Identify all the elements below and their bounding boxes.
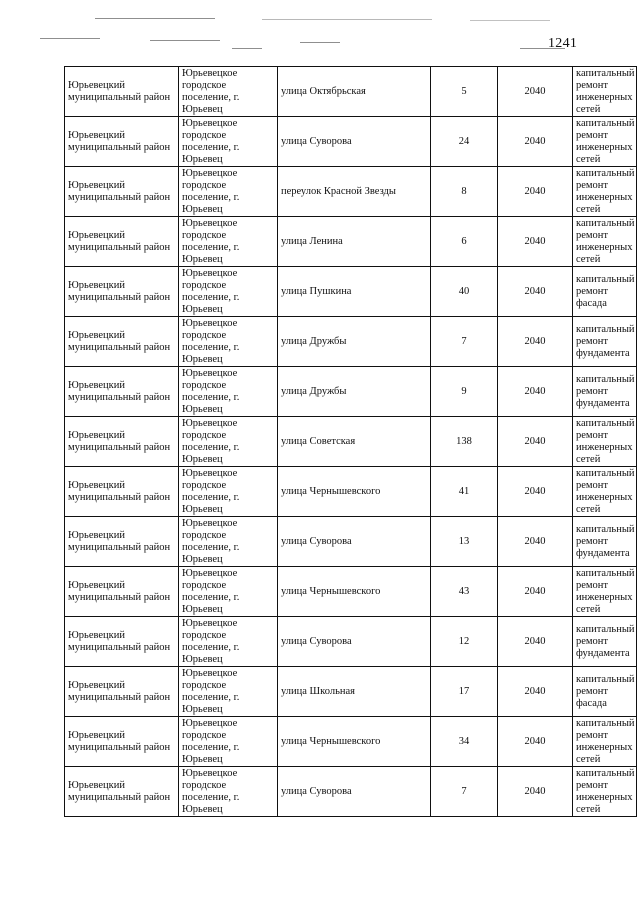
settlement-cell: Юрьевецкое городское поселение, г. Юрьевец <box>179 467 278 517</box>
settlement-cell: Юрьевецкое городское поселение, г. Юрьевец <box>179 717 278 767</box>
scan-artifact-line <box>300 42 340 43</box>
work-type-cell: капитальный ремонт фундамента <box>573 367 637 417</box>
district-cell: Юрьевецкий муниципальный район <box>65 167 179 217</box>
work-type-cell: капитальный ремонт инженерных сетей <box>573 467 637 517</box>
settlement-cell: Юрьевецкое городское поселение, г. Юрьевец <box>179 667 278 717</box>
work-type-cell: капитальный ремонт инженерных сетей <box>573 217 637 267</box>
table-row <box>65 367 637 417</box>
work-type-cell: капитальный ремонт фасада <box>573 267 637 317</box>
house-number-cell: 13 <box>431 517 498 567</box>
year-cell: 2040 <box>498 167 573 217</box>
house-number-cell: 5 <box>431 67 498 117</box>
house-number-cell: 43 <box>431 567 498 617</box>
district-cell: Юрьевецкий муниципальный район <box>65 717 179 767</box>
street-cell: улица Советская <box>278 417 431 467</box>
house-number-cell: 34 <box>431 717 498 767</box>
street-cell: улица Школьная <box>278 667 431 717</box>
work-type-cell: капитальный ремонт инженерных сетей <box>573 167 637 217</box>
district-cell: Юрьевецкий муниципальный район <box>65 417 179 467</box>
table-row <box>65 267 637 317</box>
district-cell: Юрьевецкий муниципальный район <box>65 667 179 717</box>
settlement-cell: Юрьевецкое городское поселение, г. Юрьевец <box>179 67 278 117</box>
street-cell: улица Суворова <box>278 117 431 167</box>
settlement-cell: Юрьевецкое городское поселение, г. Юрьевец <box>179 617 278 667</box>
housing-repair-table <box>64 66 637 817</box>
street-cell: переулок Красной Звезды <box>278 167 431 217</box>
district-cell: Юрьевецкий муниципальный район <box>65 117 179 167</box>
street-cell: улица Ленина <box>278 217 431 267</box>
settlement-cell: Юрьевецкое городское поселение, г. Юрьевец <box>179 267 278 317</box>
district-cell: Юрьевецкий муниципальный район <box>65 617 179 667</box>
scan-artifact-line <box>232 48 262 49</box>
house-number-cell: 17 <box>431 667 498 717</box>
table-row <box>65 467 637 517</box>
table-row <box>65 567 637 617</box>
district-cell: Юрьевецкий муниципальный район <box>65 317 179 367</box>
page-number: 1241 <box>548 36 578 51</box>
settlement-cell: Юрьевецкое городское поселение, г. Юрьевец <box>179 217 278 267</box>
year-cell: 2040 <box>498 517 573 567</box>
house-number-cell: 12 <box>431 617 498 667</box>
work-type-cell: капитальный ремонт инженерных сетей <box>573 117 637 167</box>
year-cell: 2040 <box>498 217 573 267</box>
settlement-cell: Юрьевецкое городское поселение, г. Юрьевец <box>179 117 278 167</box>
street-cell: улица Суворова <box>278 617 431 667</box>
district-cell: Юрьевецкий муниципальный район <box>65 267 179 317</box>
house-number-cell: 24 <box>431 117 498 167</box>
street-cell: улица Чернышевского <box>278 467 431 517</box>
work-type-cell: капитальный ремонт инженерных сетей <box>573 417 637 467</box>
year-cell: 2040 <box>498 767 573 817</box>
house-number-cell: 7 <box>431 767 498 817</box>
year-cell: 2040 <box>498 417 573 467</box>
work-type-cell: капитальный ремонт фасада <box>573 667 637 717</box>
house-number-cell: 6 <box>431 217 498 267</box>
table-row <box>65 617 637 667</box>
table-row <box>65 717 637 767</box>
table-row <box>65 217 637 267</box>
year-cell: 2040 <box>498 667 573 717</box>
house-number-cell: 40 <box>431 267 498 317</box>
table-row <box>65 667 637 717</box>
table-row <box>65 767 637 817</box>
year-cell: 2040 <box>498 317 573 367</box>
work-type-cell: капитальный ремонт инженерных сетей <box>573 67 637 117</box>
settlement-cell: Юрьевецкое городское поселение, г. Юрьевец <box>179 167 278 217</box>
street-cell: улица Дружбы <box>278 317 431 367</box>
year-cell: 2040 <box>498 67 573 117</box>
year-cell: 2040 <box>498 717 573 767</box>
work-type-cell: капитальный ремонт инженерных сетей <box>573 717 637 767</box>
year-cell: 2040 <box>498 367 573 417</box>
table-row <box>65 517 637 567</box>
scan-artifact-line <box>262 19 432 20</box>
table-row <box>65 117 637 167</box>
scan-artifact-line <box>470 20 550 21</box>
table-row <box>65 317 637 367</box>
table-row <box>65 417 637 467</box>
year-cell: 2040 <box>498 117 573 167</box>
district-cell: Юрьевецкий муниципальный район <box>65 67 179 117</box>
settlement-cell: Юрьевецкое городское поселение, г. Юрьевец <box>179 367 278 417</box>
scan-artifact-line <box>40 38 100 39</box>
district-cell: Юрьевецкий муниципальный район <box>65 517 179 567</box>
street-cell: улица Дружбы <box>278 367 431 417</box>
settlement-cell: Юрьевецкое городское поселение, г. Юрьевец <box>179 567 278 617</box>
work-type-cell: капитальный ремонт инженерных сетей <box>573 567 637 617</box>
house-number-cell: 41 <box>431 467 498 517</box>
table-row <box>65 167 637 217</box>
district-cell: Юрьевецкий муниципальный район <box>65 767 179 817</box>
house-number-cell: 9 <box>431 367 498 417</box>
year-cell: 2040 <box>498 467 573 517</box>
year-cell: 2040 <box>498 617 573 667</box>
house-number-cell: 138 <box>431 417 498 467</box>
settlement-cell: Юрьевецкое городское поселение, г. Юрьевец <box>179 517 278 567</box>
year-cell: 2040 <box>498 567 573 617</box>
year-cell: 2040 <box>498 267 573 317</box>
street-cell: улица Чернышевского <box>278 717 431 767</box>
street-cell: улица Пушкина <box>278 267 431 317</box>
street-cell: улица Октябрьская <box>278 67 431 117</box>
work-type-cell: капитальный ремонт фундамента <box>573 517 637 567</box>
work-type-cell: капитальный ремонт инженерных сетей <box>573 767 637 817</box>
scan-artifact-line <box>150 40 220 41</box>
table-row <box>65 67 637 117</box>
district-cell: Юрьевецкий муниципальный район <box>65 467 179 517</box>
house-number-cell: 7 <box>431 317 498 367</box>
settlement-cell: Юрьевецкое городское поселение, г. Юрьевец <box>179 767 278 817</box>
district-cell: Юрьевецкий муниципальный район <box>65 567 179 617</box>
street-cell: улица Чернышевского <box>278 567 431 617</box>
district-cell: Юрьевецкий муниципальный район <box>65 367 179 417</box>
work-type-cell: капитальный ремонт фундамента <box>573 317 637 367</box>
settlement-cell: Юрьевецкое городское поселение, г. Юрьевец <box>179 417 278 467</box>
district-cell: Юрьевецкий муниципальный район <box>65 217 179 267</box>
settlement-cell: Юрьевецкое городское поселение, г. Юрьевец <box>179 317 278 367</box>
street-cell: улица Суворова <box>278 767 431 817</box>
table-body <box>65 67 637 817</box>
work-type-cell: капитальный ремонт фундамента <box>573 617 637 667</box>
street-cell: улица Суворова <box>278 517 431 567</box>
house-number-cell: 8 <box>431 167 498 217</box>
scan-artifact-line <box>95 18 215 19</box>
